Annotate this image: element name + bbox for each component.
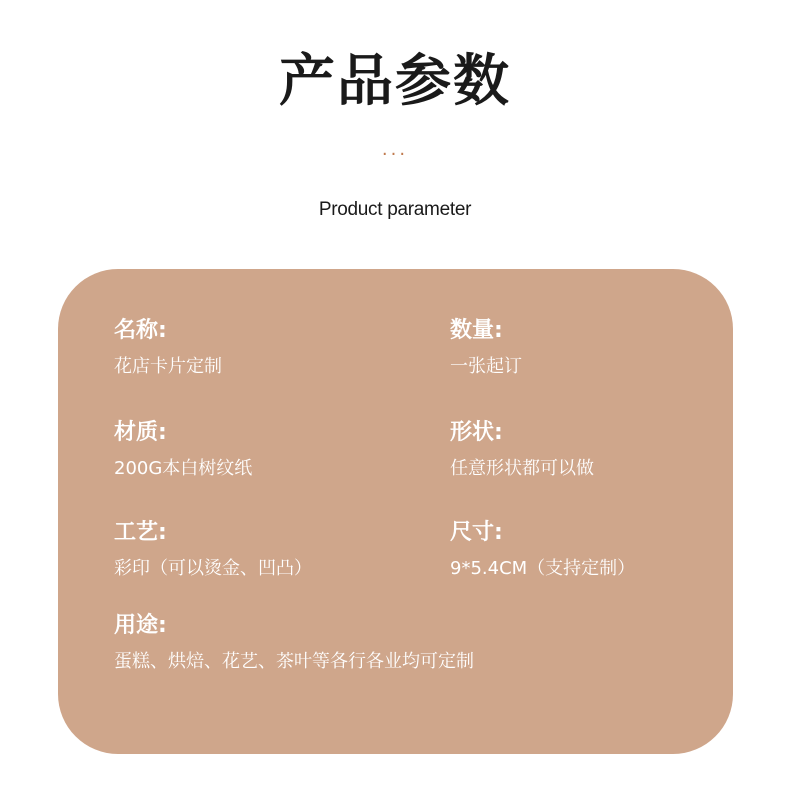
param-usage-label: 用途: (114, 613, 167, 638)
page-title: 产品参数 (279, 49, 511, 114)
decorative-dots: ··· (381, 144, 409, 165)
param-craft-label: 工艺: (114, 520, 167, 545)
param-material-value: 200G本白树纹纸 (114, 458, 253, 479)
param-name-value: 花店卡片定制 (114, 356, 222, 377)
param-craft (114, 519, 312, 581)
param-usage-value: 蛋糕、烘焙、花艺、茶叶等各行各业均可定制 (114, 651, 474, 672)
param-shape-value: 任意形状都可以做 (450, 458, 594, 479)
param-name (114, 317, 222, 379)
param-shape (450, 419, 594, 481)
param-shape-label: 形状: (450, 420, 503, 445)
param-name-label: 名称: (114, 318, 167, 343)
param-usage (114, 612, 474, 674)
param-size (450, 519, 635, 581)
page-subtitle: Product parameter (318, 199, 472, 220)
param-material-label: 材质: (114, 420, 167, 445)
param-size-value: 9*5.4CM（支持定制） (450, 558, 636, 579)
parameter-card (58, 269, 733, 754)
param-quantity-label: 数量: (450, 318, 503, 343)
param-quantity-value: 一张起订 (450, 356, 522, 377)
param-material (114, 419, 252, 481)
param-craft-value: 彩印（可以烫金、凹凸） (114, 558, 312, 579)
param-size-label: 尺寸: (450, 520, 503, 545)
param-quantity (450, 317, 522, 379)
